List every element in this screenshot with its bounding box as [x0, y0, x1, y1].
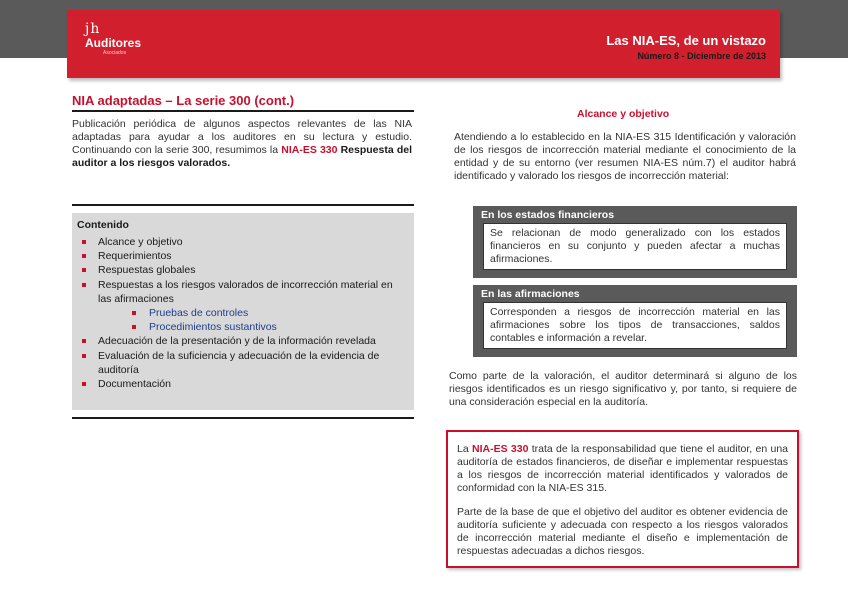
nia-330-callout	[446, 430, 799, 568]
bullet-icon	[82, 283, 86, 287]
company-logo	[85, 22, 141, 56]
callout-paragraph-1	[457, 443, 788, 495]
logo-name: Auditores	[85, 36, 142, 50]
contents-heading: Contenido	[77, 219, 129, 231]
contents-item-label: Respuestas globales	[98, 264, 196, 277]
risk-box-text: Se relacionan de modo generalizado con los estados financieros en su conjunto y pueden afectar a muchas afirmaciones.	[483, 223, 787, 270]
title-divider	[72, 110, 414, 112]
contents-item-label: Evaluación de la suficiencia y adecuación de la evidencia de auditoría	[98, 349, 380, 376]
risk-box-financial-statements	[473, 206, 797, 278]
contents-item-label: Respuestas a los riesgos valorados de incorrección material en las afirmaciones	[98, 278, 393, 305]
bullet-icon	[82, 268, 86, 272]
contents-item	[72, 235, 414, 249]
contents-subitem	[72, 306, 414, 320]
bullet-icon	[82, 339, 86, 343]
contents-list	[72, 235, 414, 391]
contents-item	[72, 249, 414, 263]
header-banner	[67, 10, 780, 78]
bullet-icon	[82, 254, 86, 258]
bullet-icon	[82, 354, 86, 358]
contents-item	[72, 334, 414, 348]
callout-text: La	[457, 443, 472, 455]
contents-item-label: Documentación	[98, 378, 171, 391]
contents-item-label: Requerimientos	[98, 250, 172, 263]
callout-standard-ref: NIA-ES 330	[472, 443, 529, 455]
significant-risk-paragraph: Como parte de la valoración, el auditor determinará si alguno de los riesgos identificados es un riesgo significativo y, por tanto, si requiere de una consideración especial en la auditoría.	[449, 370, 797, 408]
contents-item	[72, 377, 414, 391]
risk-box-title: En los estados financieros	[481, 209, 615, 221]
logo-subtitle: Asociados	[103, 50, 127, 56]
callout-text: trata de la responsabilidad que tiene el auditor, en una auditoría de estados financieros, de diseñar e implementar respuestas a los riesgos de incorrección material identificados y valorados de conformidad con la NIA-ES 315.	[457, 443, 789, 494]
bullet-icon	[82, 382, 86, 386]
contents-item-label: Adecuación de la presentación y de la información revelada	[98, 335, 376, 348]
contents-item	[72, 349, 414, 377]
intro-paragraph	[72, 118, 412, 170]
risk-box-assertions	[473, 285, 797, 357]
bullet-icon	[132, 311, 136, 315]
contents-item	[72, 263, 414, 277]
callout-paragraph-2: Parte de la base de que el objetivo del auditor es obtener evidencia de auditoría suficiente y adecuada con respecto a los riesgos valorados de incorrección material mediante el diseño e implementación de respuestas adecuadas a dichos riesgos.	[457, 506, 788, 557]
logo-mark: jh	[85, 21, 101, 37]
contents-subitem	[72, 320, 414, 334]
bullet-icon	[82, 240, 86, 244]
contents-box	[72, 213, 414, 410]
contents-bottom-divider	[72, 417, 414, 419]
section-title: NIA adaptadas – La serie 300 (cont.)	[72, 93, 295, 108]
contents-item	[72, 278, 414, 306]
contents-subitem-label: Pruebas de controles	[149, 307, 249, 320]
scope-heading: Alcance y objetivo	[577, 108, 670, 120]
intro-standard-title: Respuesta del auditor a los riesgos valorados.	[72, 144, 412, 169]
publication-title: Las NIA-ES, de un vistazo	[606, 33, 766, 48]
contents-subitem-label: Procedimientos sustantivos	[149, 321, 277, 334]
issue-number: Número 8 - Diciembre de 2013	[637, 51, 766, 61]
risk-box-title: En las afirmaciones	[481, 288, 580, 300]
intro-text: Publicación periódica de algunos aspectos relevantes de las NIA adaptadas para ayudar a los auditores en su lectura y estudio. Continuando con la serie 300, resumimos la	[72, 118, 412, 156]
intro-standard-ref: NIA-ES 330	[281, 144, 338, 156]
contents-item-label: Alcance y objetivo	[98, 236, 183, 248]
bullet-icon	[132, 325, 136, 329]
scope-intro: Atendiendo a lo establecido en la NIA-ES 315 Identificación y valoración de los riesgos de incorrección material mediante el conocimiento de la entidad y de su entorno (ver resumen NIA-ES núm.7) el auditor habrá identificado y valorado los riesgos de incorrección material:	[454, 131, 796, 182]
contents-top-divider	[72, 204, 414, 206]
risk-box-text: Corresponden a riesgos de incorrección material en las afirmaciones sobre los tipos de transacciones, saldos contables e información a revelar.	[483, 302, 787, 349]
